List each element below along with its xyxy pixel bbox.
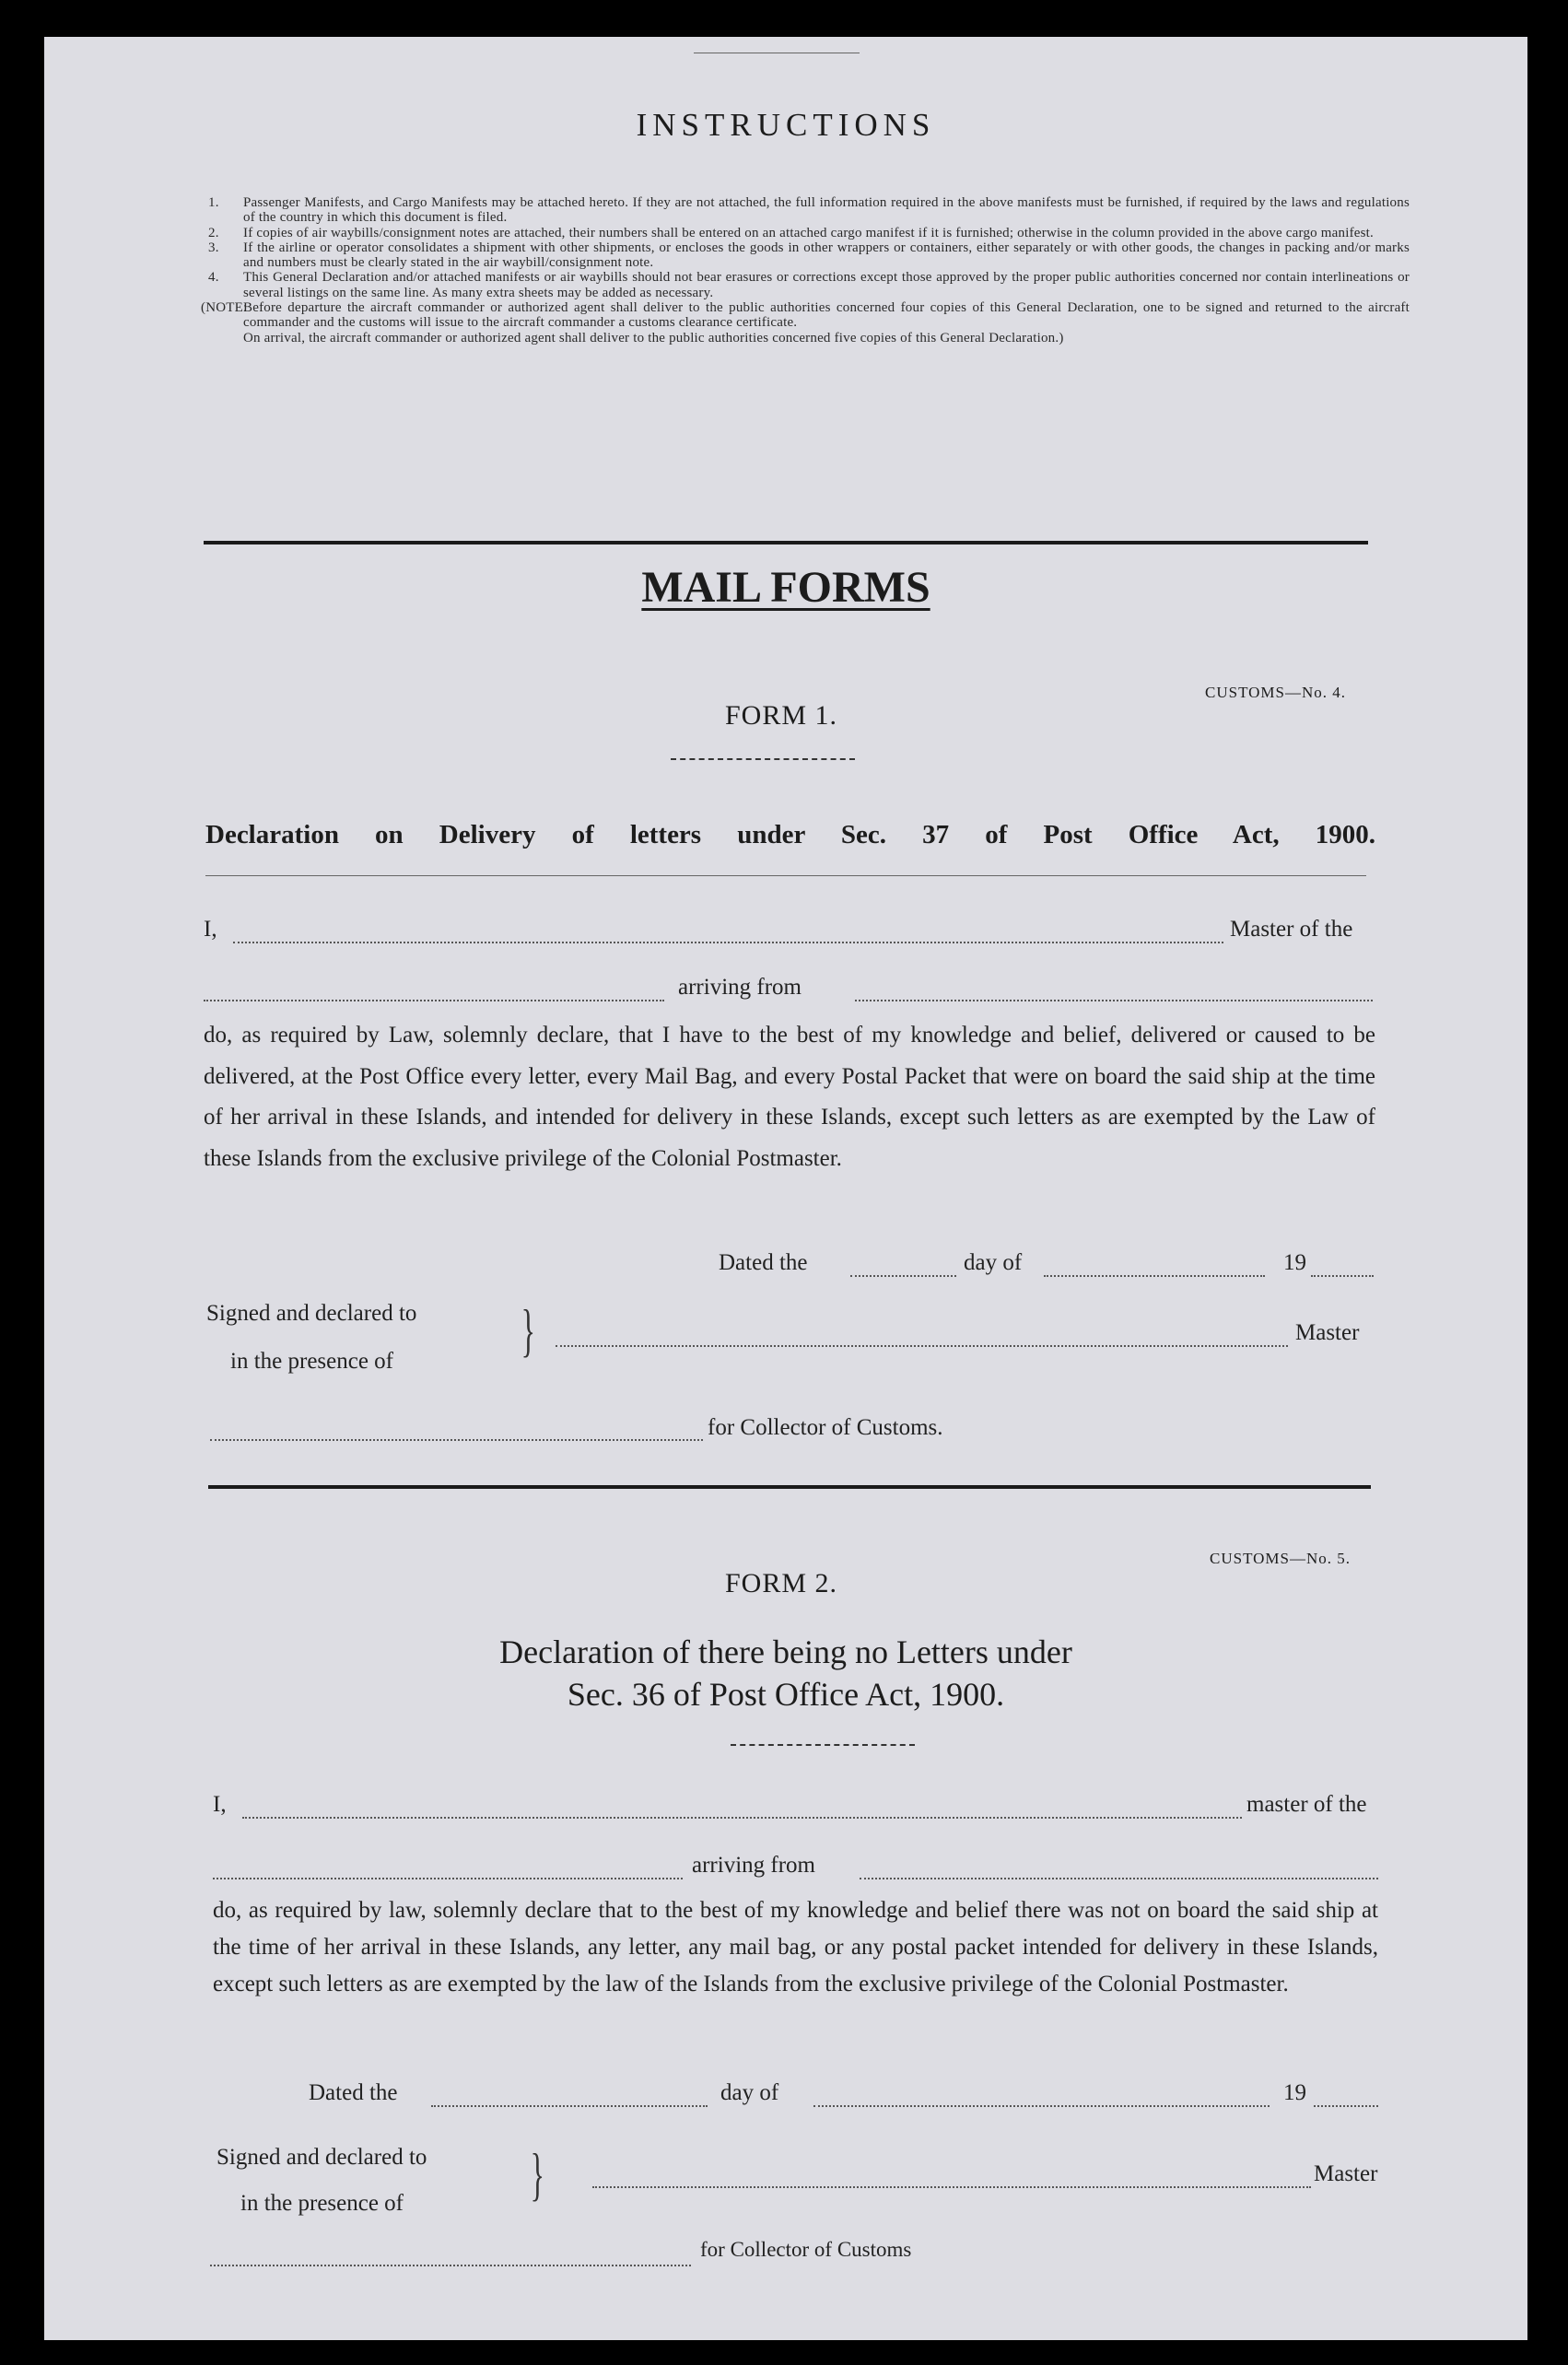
instructions-title: INSTRUCTIONS (636, 107, 936, 143)
form2-heading-line2: Sec. 36 of Post Office Act, 1900. (567, 1676, 1005, 1713)
customs-number-form2: CUSTOMS—No. 5. (1210, 1550, 1352, 1567)
form1-body: do, as required by Law, solemnly declare, that I have to the best of my knowledge and belief, delivered or caused to be delivered, at the Post Office every letter, every Mail Bag, and every Postal Packet that were on board the said ship at the time of her arrival in these Islands, and intended for delivery in these Islands, except such letters as are exempted by the Law of these Islands from the exclusive privilege of the Colonial Postmaster. (204, 1023, 1375, 1171)
form1-year-prefix: 19 (1283, 1250, 1306, 1275)
form2-arriving-from: arriving from (692, 1853, 815, 1878)
form2-body: do, as required by law, solemnly declare that to the best of my knowledge and belief there was not on board the said ship at the time of her arrival in these Islands, any letter, any mail bag, or any postal packet intended for delivery in these Islands, except such letters as are exempted by the law of the Islands from the exclusive privilege of the Colonial Postmaster. (213, 1898, 1378, 1996)
form1-master-signature-field[interactable] (556, 1345, 1288, 1347)
instructions-list (201, 195, 1410, 345)
form1-arriving-from: arriving from (678, 975, 802, 1000)
form2-month-field[interactable] (813, 2105, 1270, 2107)
form2-year-prefix: 19 (1283, 2080, 1306, 2105)
form1-title-dash (671, 758, 855, 760)
form1-day-field[interactable] (850, 1275, 956, 1277)
form1-signed-line2: in the presence of (230, 1349, 394, 1374)
form1-origin-field[interactable] (855, 1000, 1373, 1001)
instruction-item: 3. If the airline or operator consolidates a shipment with other shipments, or encloses the goods in other wrappers or containers, either separately or with other goods, the changes in packing and/or marks and numbers must be clearly stated in the air waybill/consignment note. (208, 240, 1410, 271)
form2-day-field[interactable] (431, 2105, 708, 2107)
section-divider (204, 541, 1368, 544)
form1-brace: } (521, 1297, 536, 1363)
form1-master-of-the: Master of the (1230, 917, 1353, 942)
instruction-item: 1. Passenger Manifests, and Cargo Manifests may be attached hereto. If they are not attached, the full information required in the above manifests must be furnished, if required by the laws and regulations of the country in which this document is filed. (208, 195, 1410, 226)
form1-master-label: Master (1295, 1320, 1360, 1345)
form1-i-label: I, (204, 917, 217, 942)
form1-title: FORM 1. (724, 700, 838, 731)
form2-master-label: Master (1314, 2161, 1378, 2186)
form1-collector-label: for Collector of Customs. (708, 1415, 943, 1440)
form2-i-label: I, (213, 1792, 227, 1817)
form2-year-field[interactable] (1314, 2105, 1378, 2107)
mail-forms-title: MAIL FORMS (641, 563, 930, 612)
form2-signed-line1: Signed and declared to (216, 2145, 427, 2170)
customs-number: CUSTOMS—No. 4. (1205, 684, 1347, 701)
form2-master-signature-field[interactable] (592, 2186, 1311, 2188)
form2-title-dash (731, 1744, 915, 1746)
form2-heading (44, 1631, 1527, 1715)
form2-collector-label: for Collector of Customs (700, 2238, 912, 2261)
document-page (44, 37, 1527, 2340)
form1-name-field[interactable] (233, 942, 1223, 943)
form1-ship-field[interactable] (204, 1000, 664, 1001)
instruction-item: 4. This General Declaration and/or attached manifests or air waybills should not bear erasures or corrections except those approved by the proper public authorities concerned nor contain interlineations or several listings on the same line. As many extra sheets may be added as necessary. (208, 270, 1410, 300)
form2-title: FORM 2. (724, 1568, 838, 1598)
form2-origin-field[interactable] (860, 1878, 1378, 1879)
form2-master-of-the: master of the (1246, 1792, 1367, 1817)
form1-dated-the: Dated the (719, 1250, 808, 1275)
form2-day-of: day of (720, 2080, 779, 2105)
form2-collector-field[interactable] (210, 2265, 691, 2266)
form2-dated-the: Dated the (309, 2080, 398, 2105)
form2-brace: } (530, 2141, 545, 2207)
form2-signed-line2: in the presence of (240, 2191, 404, 2216)
form1-month-field[interactable] (1044, 1275, 1265, 1277)
form-divider (208, 1485, 1371, 1489)
instruction-note: (NOTE: Before departure the aircraft commander or authorized agent shall deliver to the public authorities concerned four copies of this General Declaration, one to be signed and returned to the aircraft commander and the customs will issue to the aircraft commander a customs clearance certificate. On arrival, the aircraft commander or authorized agent shall deliver to the public authorities concerned five copies of this General Declaration.) (201, 300, 1410, 345)
form1-heading: Declaration on Delivery of letters under Sec. 37 of Post Office Act, 1900. (205, 820, 1375, 849)
form2-ship-field[interactable] (213, 1878, 683, 1879)
form1-signed-line1: Signed and declared to (206, 1301, 417, 1326)
form2-name-field[interactable] (242, 1817, 1242, 1819)
form1-day-of: day of (964, 1250, 1023, 1275)
form1-heading-rule (205, 875, 1366, 876)
form1-collector-field[interactable] (210, 1439, 703, 1441)
instruction-item: 2. If copies of air waybills/consignment notes are attached, their numbers shall be entered on an attached cargo manifest if it is furnished; otherwise in the column provided in the above cargo manifest. (208, 225, 1374, 240)
form2-heading-line1: Declaration of there being no Letters under (499, 1633, 1072, 1670)
form1-year-field[interactable] (1311, 1275, 1374, 1277)
